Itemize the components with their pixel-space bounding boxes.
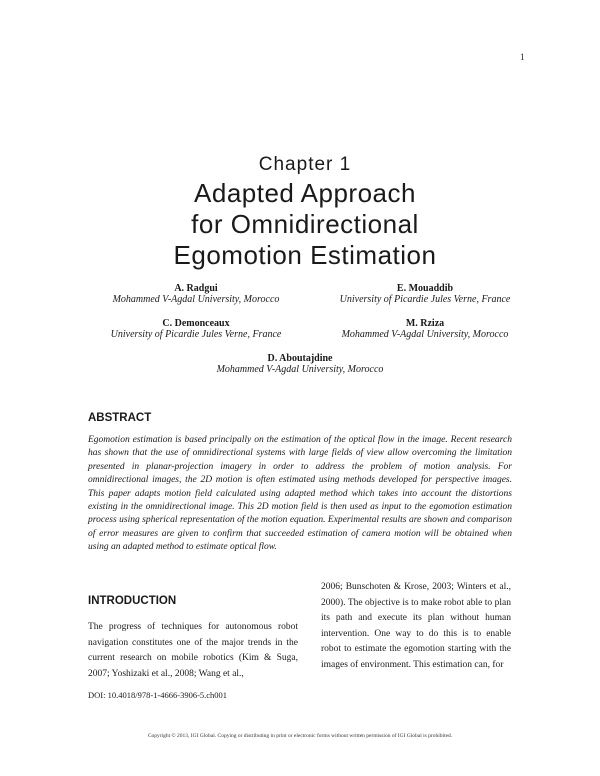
author-affiliation: University of Picardie Jules Verne, France <box>110 329 282 340</box>
chapter-title <box>0 178 600 271</box>
author-affiliation: University of Picardie Jules Verne, France <box>339 294 511 305</box>
abstract-heading: ABSTRACT <box>88 412 152 424</box>
chapter-label: Chapter 1 <box>258 154 352 175</box>
author-block <box>76 318 316 340</box>
copyright-notice: Copyright © 2013, IGI Global. Copying or distributing in print or electronic forms without written permission of IGI Global is prohibited. <box>147 733 453 739</box>
author-name: E. Mouaddib <box>396 283 454 294</box>
author-affiliation: Mohammed V-Agdal University, Morocco <box>216 364 384 375</box>
page-number: 1 <box>520 52 525 62</box>
author-block <box>300 283 550 305</box>
author-block <box>76 283 316 305</box>
title-line: Adapted Approach <box>194 178 416 208</box>
author-name: D. Aboutajdine <box>267 353 333 364</box>
introduction-left-column: The progress of techniques for autonomous robot navigation constitutes one of the major trends in the current research on mobile robotics (Kim & Suga, 2007; Yoshizaki et al., 2008; Wang et al., <box>88 622 298 679</box>
abstract-text: Egomotion estimation is based principally on the estimation of the optical flow in the image. Recent research has shown that the use of omnidirectional systems with large fields of view allow overcoming the limitation presented in planar-projection imagery in order to address the problem of motion analysis. For omnidirectional images, the 2D motion is often estimated using methods developed for perspective images. This paper adapts motion field calculated using adapted method which takes into account the distortions existing in the omnidirectional image. This 2D motion field is then used as input to the egomotion estimation process using spherical representation of the motion equation. Experimental results are shown and comparison of error measures are given to confirm that succeeded estimation of camera motion will be obtained when using an adapted method to estimate optical flow. <box>88 435 512 553</box>
author-affiliation: Mohammed V-Agdal University, Morocco <box>341 329 509 340</box>
author-name: A. Radgui <box>174 283 218 294</box>
title-line: Egomotion Estimation <box>173 240 437 270</box>
introduction-right-column: 2006; Bunschoten & Krose, 2003; Winters et al., 2000). The objective is to make robot able to plan its path and execute its plan without human intervention. One way to do this is to enable robot to estimate the egomotion starting with the images of environment. This estimation can, for <box>321 582 511 670</box>
author-block <box>180 353 420 375</box>
doi: DOI: 10.4018/978-1-4666-3906-5.ch001 <box>88 690 228 700</box>
author-name: C. Demonceaux <box>162 318 230 329</box>
introduction-heading: INTRODUCTION <box>88 595 177 607</box>
author-name: M. Rziza <box>405 318 445 329</box>
title-line: for Omnidirectional <box>191 209 419 239</box>
author-block <box>300 318 550 340</box>
author-affiliation: Mohammed V-Agdal University, Morocco <box>112 294 280 305</box>
